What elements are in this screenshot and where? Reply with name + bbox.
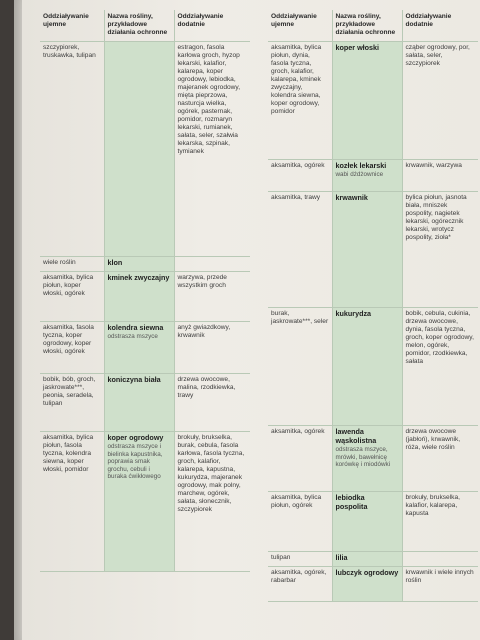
table-header-row [40, 10, 250, 42]
plant-cell [332, 492, 402, 552]
plant-cell [104, 42, 174, 257]
plant-name: lebiodka pospolita [335, 493, 368, 511]
table-header-row [268, 10, 478, 42]
positive-cell: anyż gwiazdkowy, krwawnik [174, 322, 250, 374]
negative-cell: aksamitka, bylica piołun, fasola tyczna, kolendra siewna, koper włoski, pomidor [40, 432, 104, 572]
positive-cell: krwawnik, warzywa [402, 160, 478, 192]
negative-cell: szczypiorek, truskawka, tulipan [40, 42, 104, 257]
plant-cell [332, 308, 402, 426]
positive-cell: krwawnik i wiele innych roślin [402, 567, 478, 602]
plant-name: lawenda wąskolistna [335, 427, 377, 445]
plant-cell [104, 272, 174, 322]
plant-name: lilia [335, 553, 348, 562]
positive-cell: estragon, fasola karłowa groch, hyzop lekarski, kalafior, kalarepa, koper ogrodowy, lebiodka, majeranek ogrodowy, mięta pieprzowa, nasturcja wielka, ogórek, pasternak, pomidor, rozmaryn lekarski, rumianek, sałata, seler, szałwia lekarska, szpinak, tymianek [174, 42, 250, 257]
table-row [40, 432, 250, 572]
negative-cell: aksamitka, fasola tyczna, koper ogrodowy, koper włoski, ogórek [40, 322, 104, 374]
negative-cell: bobik, bób, groch, jaskrowate***, peonia, seradela, tulipan [40, 374, 104, 432]
negative-cell: aksamitka, bylica piołun, ogórek [268, 492, 332, 552]
header-plant: Nazwa rośliny, przykładowe działania ochronne [332, 10, 402, 42]
book-page [14, 0, 480, 640]
table-row [268, 308, 478, 426]
header-plant: Nazwa rośliny, przykładowe działania ochronne [104, 10, 174, 42]
table-row [40, 42, 250, 257]
negative-cell: wiele roślin [40, 257, 104, 272]
plant-cell [332, 567, 402, 602]
positive-cell: brokuły, brukselka, kalafior, kalarepa, kapusta [402, 492, 478, 552]
table-row [268, 42, 478, 160]
positive-cell: bylica piołun, jasnota biała, mniszek pospolity, nagietek lekarski, ogórecznik lekarski, wrotycz pospolity, zioła* [402, 192, 478, 308]
table-row [40, 374, 250, 432]
plant-name: lubczyk ogrodowy [335, 568, 399, 577]
protection-note: odstrasza mszyce i bielinka kapustnika, poprawia smak grochu, cebuli i buraka ćwikłowego [107, 443, 163, 481]
plant-table-left [40, 10, 250, 572]
plant-name: kozłek lekarski [335, 161, 387, 170]
protection-note: wabi dżdżownice [335, 171, 384, 178]
negative-cell: aksamitka, trawy [268, 192, 332, 308]
plant-name: koper włoski [335, 43, 380, 52]
table-row [40, 257, 250, 272]
plant-name: koniczyna biała [107, 375, 161, 384]
negative-cell: burak, jaskrowate***, seler [268, 308, 332, 426]
page-sheet [22, 0, 480, 640]
negative-cell: aksamitka, ogórek [268, 426, 332, 492]
header-negative: Oddziaływanie ujemne [268, 10, 332, 42]
negative-cell: aksamitka, ogórek, rabarbar [268, 567, 332, 602]
negative-cell: tulipan [268, 552, 332, 567]
table-row [268, 567, 478, 602]
table-row [268, 492, 478, 552]
negative-cell: aksamitka, bylica piołun, koper włoski, ogórek [40, 272, 104, 322]
positive-cell [402, 552, 478, 567]
plant-cell [104, 257, 174, 272]
table-body-left [40, 42, 250, 572]
protection-note: odstrasza mszyce [107, 333, 158, 340]
plant-cell [332, 192, 402, 308]
negative-cell: aksamitka, ogórek [268, 160, 332, 192]
header-positive: Oddziaływanie dodatnie [174, 10, 250, 42]
plant-name: kukurydza [335, 309, 372, 318]
positive-cell: cząber ogrodowy, por, sałata, seler, szczypiorek [402, 42, 478, 160]
plant-name: kminek zwyczajny [107, 273, 170, 282]
plant-name: krwawnik [335, 193, 368, 202]
header-positive: Oddziaływanie dodatnie [402, 10, 478, 42]
table-row [268, 160, 478, 192]
table-row [40, 322, 250, 374]
protection-note: odstrasza mszyce, mrówki, bawełnicę korówkę i miodówki [335, 446, 391, 469]
positive-cell: drzewa owocowe, malina, rzodkiewka, trawy [174, 374, 250, 432]
table-row [268, 192, 478, 308]
plant-cell [332, 552, 402, 567]
plant-cell [332, 426, 402, 492]
plant-name: kolendra siewna [107, 323, 164, 332]
plant-cell [104, 432, 174, 572]
positive-cell: warzywa, przede wszystkim groch [174, 272, 250, 322]
negative-cell: aksamitka, bylica piołun, dynia, fasola tyczna, groch, kalafior, kalarepa, kminek zwyczajny, kolendra siewna, koper ogrodowy, pomidor [268, 42, 332, 160]
positive-cell [174, 257, 250, 272]
table-row [268, 552, 478, 567]
positive-cell: drzewa owocowe (jabłoń), krwawnik, róża, wiele roślin [402, 426, 478, 492]
table-row [40, 272, 250, 322]
positive-cell: brokuły, brukselka, burak, cebula, fasola karłowa, fasola tyczna, groch, kalafior, kalarepa, kapustna, kukurydza, majeranek ogrodowy, mak polny, marchew, ogórek, sałata, słonecznik, szczypiorek [174, 432, 250, 572]
plant-table-right [268, 10, 478, 602]
plant-name: klon [107, 258, 123, 267]
plant-name: koper ogrodowy [107, 433, 164, 442]
plant-cell [104, 374, 174, 432]
table-row [268, 426, 478, 492]
table-body-right [268, 42, 478, 602]
plant-cell [332, 42, 402, 160]
plant-cell [104, 322, 174, 374]
plant-cell [332, 160, 402, 192]
positive-cell: bobik, cebula, cukinia, drzewa owocowe, dynia, fasola tyczna, groch, koper ogrodowy, melon, ogórek, pomidor, rzodkiewka, sałata [402, 308, 478, 426]
header-negative: Oddziaływanie ujemne [40, 10, 104, 42]
